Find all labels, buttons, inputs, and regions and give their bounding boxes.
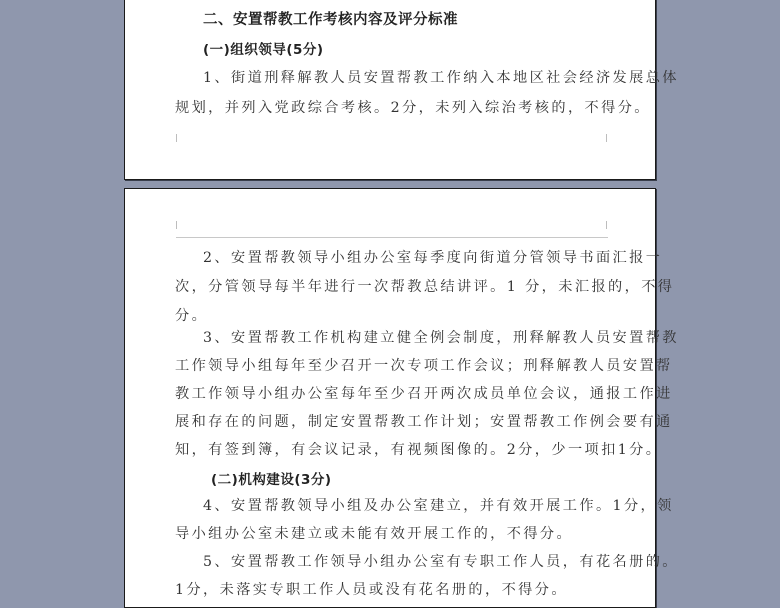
item-4-line-1: 4、安置帮教领导小组及办公室建立，并有效开展工作。1分，领 bbox=[203, 498, 674, 514]
item-2-line-3: 分。 bbox=[175, 308, 209, 324]
item-1-line-2: 规划，并列入党政综合考核。2分，未列入综治考核的，不得分。 bbox=[175, 100, 651, 116]
margin-mark-right bbox=[606, 134, 607, 142]
item-2-line-1: 2、安置帮教领导小组办公室每季度向街道分管领导书面汇报一 bbox=[203, 250, 663, 266]
document-page-1 bbox=[124, 0, 679, 180]
subheading-organization: (一)组织领导(5分) bbox=[203, 42, 324, 58]
item-3-line-4: 展和存在的问题，制定安置帮教工作计划；安置帮教工作例会要有通 bbox=[175, 414, 673, 430]
item-3-line-3: 教工作领导小组办公室每年至少召开两次成员单位会议，通报工作进 bbox=[175, 386, 673, 402]
item-5-line-1: 5、安置帮教工作领导小组办公室有专职工作人员，有花名册的。 bbox=[203, 554, 679, 570]
subheading-structure: (二)机构建设(3分) bbox=[211, 472, 332, 488]
margin-mark-left bbox=[176, 221, 177, 229]
item-4-line-2: 导小组办公室未建立或未能有效开展工作的，不得分。 bbox=[175, 526, 574, 542]
document-page-2 bbox=[124, 188, 679, 608]
item-1-line-1: 1、街道刑释解教人员安置帮教工作纳入本地区社会经济发展总体 bbox=[203, 70, 679, 86]
item-3-line-1: 3、安置帮教工作机构建立健全例会制度，刑释解教人员安置帮教 bbox=[203, 330, 679, 346]
header-rule bbox=[176, 237, 608, 238]
item-2-line-2: 次，分管领导每半年进行一次帮教总结讲评。1 分，未汇报的，不得 bbox=[175, 279, 675, 295]
margin-mark-right bbox=[606, 221, 607, 229]
item-3-line-2: 工作领导小组每年至少召开一次专项工作会议；刑释解教人员安置帮 bbox=[175, 358, 673, 374]
margin-mark-left bbox=[176, 134, 177, 142]
item-5-line-2: 1分，未落实专职工作人员或没有花名册的，不得分。 bbox=[175, 582, 568, 598]
section-heading: 二、安置帮教工作考核内容及评分标准 bbox=[203, 12, 458, 28]
item-3-line-5: 知，有签到簿，有会议记录，有视频图像的。2分，少一项扣1分。 bbox=[175, 442, 663, 458]
